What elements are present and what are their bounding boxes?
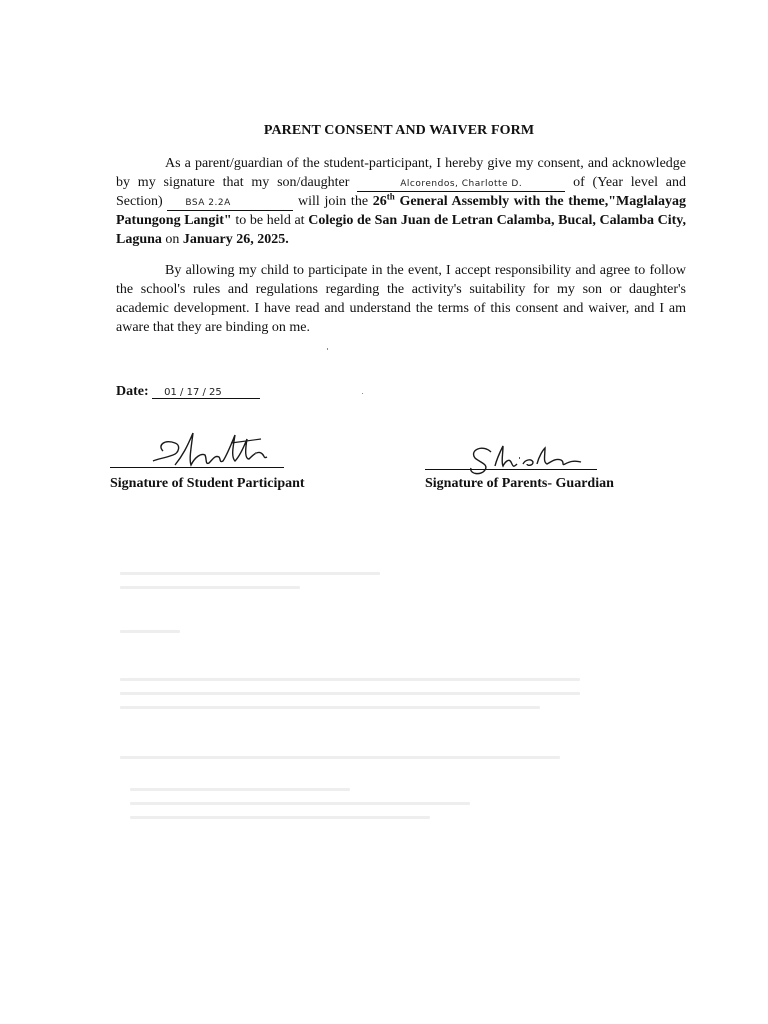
consent-paragraph [116,154,686,249]
scan-speck [362,393,363,394]
consent-text-6: on [165,232,180,247]
parent-signature-image [461,440,591,480]
section-field: BSA 2.2A [167,197,293,211]
scan-speck [255,452,257,454]
consent-text-3: will join the [298,194,369,209]
bleed-through-area [110,560,590,840]
form-title: PARENT CONSENT AND WAIVER FORM [263,123,535,138]
waiver-text: By allowing my child to participate in the event, I accept responsibility and agree to follow the school's rules and regulations regarding the activity's suitability for my son or daughter's academic development. I have read and understand the terms of this consent and waiver, and I am aware that they are binding on me. [116,263,686,335]
parent-signature-line [425,469,597,470]
consent-text-2: of (Year level and Section) [116,175,687,209]
date-label: Date: [116,384,149,399]
date-row [116,384,260,400]
bleed-through-mark [120,586,300,589]
waiver-paragraph [116,261,686,337]
scan-speck [327,348,328,350]
event-venue: Colegio de San Juan de Letran Calamba, Bucal, Calamba City, Laguna [116,213,687,247]
event-number: 26 [372,194,387,209]
student-name-field: Alcorendos, Charlotte D. [357,178,565,192]
bleed-through-mark [120,692,580,695]
date-field: 01 / 17 / 25 [152,387,260,399]
bleed-through-mark [130,802,470,805]
event-number-suffix: th [386,191,395,202]
event-date: January 26, 2025. [182,232,289,247]
consent-text-5: to be held at [235,213,305,228]
bleed-through-mark [120,572,380,575]
bleed-through-mark [130,788,350,791]
parent-signature-label: Signature of Parents- Guardian [425,476,614,491]
student-signature-label: Signature of Student Participant [110,476,305,491]
bleed-through-mark [120,706,540,709]
event-theme: General Assembly with the theme,"Maglalayag Patungong Langit" [116,194,687,228]
consent-text-1: As a parent/guardian of the student-participant, I hereby give my consent, and acknowledge by my signature that my son/daughter [116,156,686,190]
bleed-through-mark [130,816,430,819]
bleed-through-mark [120,756,560,759]
student-signature-line [110,467,284,468]
bleed-through-mark [120,678,580,681]
bleed-through-mark [120,630,180,633]
